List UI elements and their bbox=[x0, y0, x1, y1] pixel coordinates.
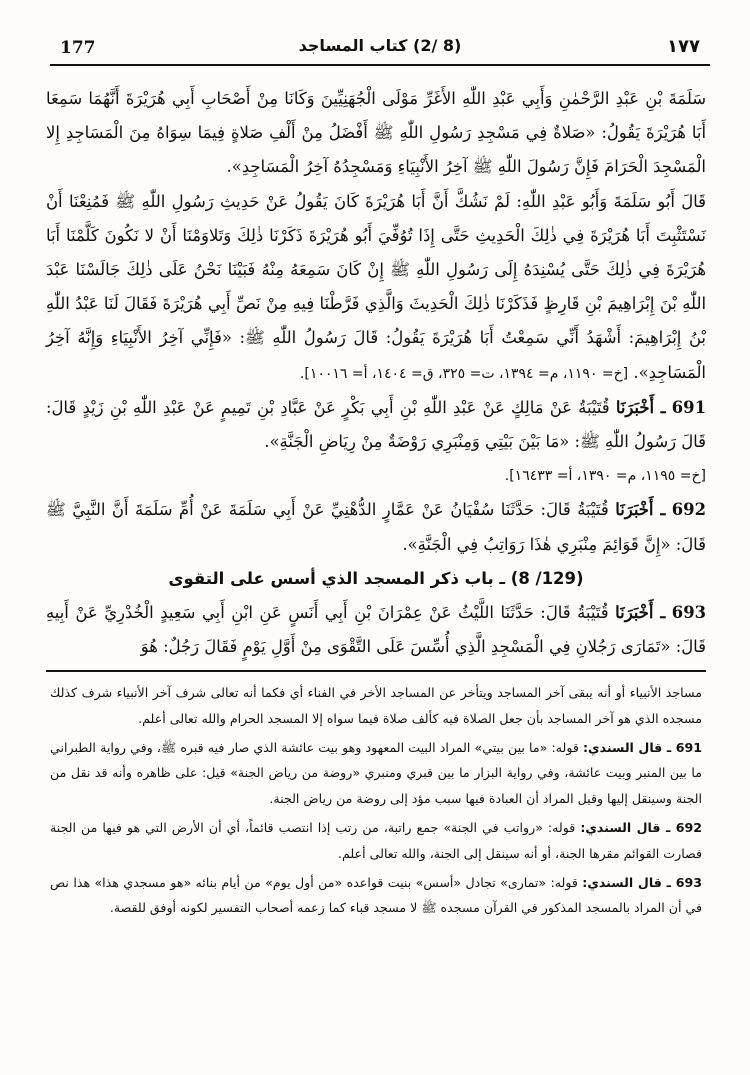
main-text bbox=[46, 82, 706, 664]
hadith-692-akhbarana: ـ أَخْبَرَنَا bbox=[615, 500, 666, 520]
hadith-691-akhbarana: ـ أَخْبَرَنَا bbox=[615, 397, 666, 417]
hadith-691 bbox=[46, 391, 706, 459]
paragraph-hadith-690-continued: سَلَمَةَ بْنِ عَبْدِ الرَّحْمٰنِ وَأَبِي عَبْدِ اللّٰهِ الأَغَرِّ مَوْلَى الْجُهَنِيِّينَ وَكَانَا مِنْ أَصْحَابِ أَبِي هُرَيْرَةَ أَنَّهُمَا سَمِعَا أَبَا هُرَيْرَةَ يَقُولُ: «صَلاةٌ فِي مَسْجِدِ رَسُولِ اللّٰهِ ﷺ أَفْضَلُ مِنْ أَلْفِ صَلاةٍ فِيمَا سِوَاهُ مِنَ الْمَسَاجِدِ إِلا الْمَسْجِدَ الْحَرَامَ فَإِنَّ رَسُولَ اللّٰهِ ﷺ آخِرُ الأَنْبِيَاءِ وَمَسْجِدُهُ آخِرُ الْمَسَاجِدِ». bbox=[46, 89, 706, 177]
footnote-693 bbox=[50, 870, 702, 922]
footnote-691-text: قوله: «ما بين بيتي» المراد البيت المعهود وهو بيت عائشة الذي صار فيه قبره ﷺ، وفي رواية الطبراني ما بين المنبر وبيت عائشة، وفي رواية البزار ما بين قبري ومنبري «روضة من رياض الجنة» قيل: على ظاهره وأنه قد نقل من الجنة وسينقل إليها وقيل المراد أن العبادة فيها سبب مؤد إلى روضة من رياض الجنة. bbox=[50, 739, 702, 807]
reference-690: [خ= ١١٩٠، م= ١٣٩٤، ت= ٣٢٥، ق= ١٤٠٤، أ= ١٠٠١٦]. bbox=[299, 365, 629, 382]
footnotes bbox=[50, 680, 702, 924]
hadith-693-akhbarana: ـ أَخْبَرَنَا bbox=[615, 603, 666, 623]
hadith-693 bbox=[46, 596, 706, 664]
footnote-divider bbox=[46, 670, 706, 672]
hadith-number-693: 693 bbox=[671, 603, 707, 623]
hadith-692-text: قُتَيْبَةُ قَالَ: حَدَّثَنَا سُفْيَانُ عَنْ عَمَّارٍ الدُّهْنِيِّ عَنْ أَبِي سَلَمَةَ عَنْ أُمِّ سَلَمَةَ أَنَّ النَّبِيَّ ﷺ قَالَ: «إِنَّ قَوَائِمَ مِنْبَرِي هٰذَا رَوَاتِبُ فِي الْجَنَّةِ». bbox=[46, 500, 706, 554]
footnote-693-text: قوله: «تمارى» تجادل «أسس» بنيت قواعده «من أول يوم» من أيام بنائه «هو مسجدي هذا» هذا نص في أن المراد بالمسجد المذكور في القرآن مسجده ﷺ لا مسجد قباء كما زعمه أصحاب التفسير لكونه أوفق للقصة. bbox=[50, 874, 702, 916]
footnote-692-text: قوله: «رواتب في الجنة» جمع راتبة، من رتب إذا انتصب قائماً، أي أن الأرض التي هو فيها من الجنة فصارت القوائم مقرها الجنة، أو أنه سينقل إلى الجنة، والله تعالى أعلم. bbox=[50, 819, 702, 861]
footnote-691-label: 691 ـ قال السندي: bbox=[583, 739, 702, 755]
paragraph-abu-salama bbox=[46, 185, 706, 391]
footnote-693-label: 693 ـ قال السندي: bbox=[582, 874, 702, 890]
page-number-arabic: ١٧٧ bbox=[667, 36, 700, 57]
hadith-number-691: 691 bbox=[671, 397, 706, 417]
hadith-number-692: 692 bbox=[671, 500, 706, 520]
chapter-heading: (129/ 8) ـ باب ذكر المسجد الذي أسس على التقوى bbox=[168, 568, 584, 588]
hadith-693-text: قُتَيْبَةُ قَالَ: حَدَّثَنَا اللَّيْثُ عَنْ عِمْرَانَ بْنِ أَبِي أَنَسٍ عَنِ ابْنِ أَبِي سَعِيدٍ الْخُدْرِيِّ عَنْ أَبِيهِ قَالَ: «تَمَارَى رَجُلانِ فِي الْمَسْجِدِ الَّذِي أُسِّسَ عَلَى التَّقْوَى مِنْ أَوَّلِ يَوْمٍ فَقَالَ رَجُلٌ: هُوَ bbox=[46, 603, 706, 657]
paragraph-abu-salama-text: قَالَ أَبُو سَلَمَةَ وَأَبُو عَبْدِ اللّٰهِ: لَمْ نَشُكَّ أَنَّ أَبَا هُرَيْرَةَ كَانَ يَقُولُ عَنْ حَدِيثِ رَسُولِ اللّٰهِ ﷺ فَمُنِعْنَا أَنْ نَسْتَثْبِتَ أَبَا هُرَيْرَةَ فِي ذٰلِكَ الْحَدِيثِ حَتَّى إِذَا تُوُفِّيَ أَبُو هُرَيْرَةَ ذَكَرْنَا ذٰلِكَ وَتَلاوَمْنَا أَنْ لا نَكُونَ كَلَّمْنَا أَبَا هُرَيْرَةَ فِي ذٰلِكَ حَتَّى يُسْنِدَهُ إِلَى رَسُولِ اللّٰهِ ﷺ إِنْ كَانَ سَمِعَهُ مِنْهُ فَبَيْنَا نَحْنُ عَلَى ذٰلِكَ جَالَسْنَا عَبْدَ اللّٰهِ بْنَ إِبْرَاهِيمَ بْنِ قَارِظٍ فَذَكَرْنَا ذٰلِكَ الْحَدِيثَ وَالَّذِي فَرَّطْنَا فِيهِ مِنْ نَصِّ أَبِي هُرَيْرَةَ فَقَالَ لَنَا عَبْدُ اللّٰهِ بْنُ إِبْرَاهِيمَ: أَشْهَدُ أَنِّي سَمِعْتُ أَبَا هُرَيْرَةَ يَقُولُ: قَالَ رَسُولُ اللّٰهِ ﷺ: «فَإِنِّي آخِرُ الأَنْبِيَاءِ وَإِنَّهُ آخِرُ الْمَسَاجِدِ». bbox=[46, 191, 706, 382]
footnote-691 bbox=[50, 735, 702, 812]
hadith-692 bbox=[46, 493, 706, 561]
footnote-692 bbox=[50, 815, 702, 867]
hadith-691-text: قُتَيْبَةُ عَنْ مَالِكٍ عَنْ عَبْدِ اللّٰهِ بْنِ أَبِي بَكْرٍ عَنْ عَبَّادِ بْنِ تَمِيمٍ عَنْ عَبْدِ اللّٰهِ بْنِ زَيْدٍ قَالَ: قَالَ رَسُولُ اللّٰهِ ﷺ: «مَا بَيْنَ بَيْتِي وَمِنْبَرِي رَوْضَةٌ مِنْ رِيَاضِ الْجَنَّةِ». bbox=[46, 397, 706, 452]
page-number-latin: 177 bbox=[60, 38, 96, 58]
page-header bbox=[50, 28, 710, 66]
running-title: (8 /2) كتاب المساجد bbox=[298, 36, 462, 55]
footnote-692-label: 692 ـ قال السندي: bbox=[580, 819, 702, 835]
reference-691: [خ= ١١٩٥، م= ١٣٩٠، أ= ١٦٤٣٣]. bbox=[504, 468, 706, 485]
footnote-continued: مساجد الأنبياء أو أنه يبقى آخر المساجد ويتأخر عن المساجد الأخر في الفناء أي فكما أنه تعالى شرف آخر الأنبياء شرف كذلك مسجده الذي هو آخر المساجد بأن جعل الصلاة فيه كألف صلاة فيما سواه إلا المسجد الحرام والله تعالى أعلم. bbox=[50, 685, 702, 726]
